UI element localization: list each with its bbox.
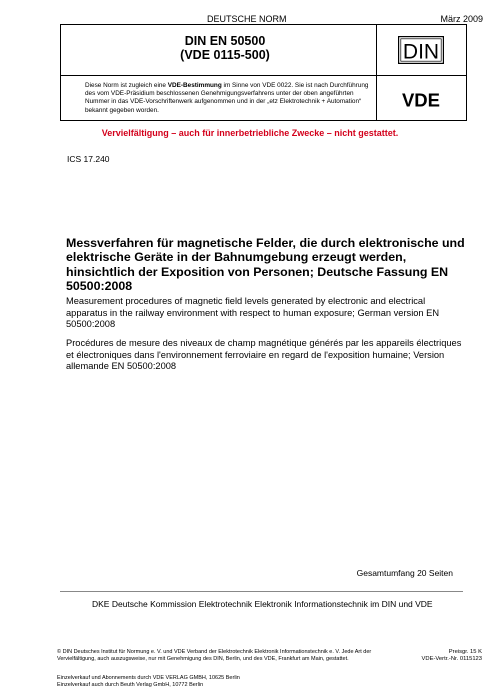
sales-beuth: Einzelverkauf auch durch Beuth Verlag GmbH, 10772 Berlin <box>57 681 204 688</box>
page-count: Gesamtumfang 20 Seiten <box>356 568 453 578</box>
vde-notice-bold: VDE-Bestimmung <box>167 82 222 89</box>
english-title: Measurement procedures of magnetic field levels generated by electronic and electrical apparatus in the railway environment with respect to human exposure; German version EN 50500:2008 <box>66 296 440 329</box>
din-logo-text: DIN <box>402 40 440 64</box>
ics-code: ICS 17.240 <box>67 154 110 164</box>
committee-rule <box>60 591 463 592</box>
din-logo <box>398 36 444 64</box>
header-divider <box>60 75 467 76</box>
standard-number: DIN EN 50500 <box>184 34 266 48</box>
sales-vde: Einzelverkauf und Abonnements durch VDE VERLAG GMBH, 10625 Berlin <box>57 675 240 681</box>
sales-info <box>57 675 387 689</box>
vde-notice-prefix: Diese Norm ist zugleich eine <box>85 82 168 89</box>
vde-logo-text: VDE <box>401 90 441 110</box>
norm-label: DEUTSCHE NORM <box>207 14 287 24</box>
french-title: Procédures de mesure des niveaux de champ magnétique générés par les appareils électriques et électroniques dans l'environnement ferroviaire en regard de l'exposition humaine; Version allemande EN 50500:2008 <box>66 338 462 371</box>
copyright-notice: © DIN Deutsches Institut für Normung e. V. und VDE Verband der Elektrotechnik Elektronik Informationstechnik e. V. Jede Art der Vervielfältigung, auch auszugsweise, nur mit Genehmigung des DIN, Berlin, und des VDE, Frankfurt am Main, gestattet. <box>57 649 372 662</box>
vde-logo <box>388 90 454 110</box>
price-group: Preisgr. 15 K <box>448 649 482 655</box>
price-info <box>422 649 482 663</box>
vde-notice <box>85 82 373 115</box>
reproduction-notice: Vervielfältigung – auch für innerbetriebliche Zwecke – nicht gestattet. <box>101 128 399 138</box>
vde-notice-suffix: im Sinne von VDE 0022. Sie ist nach Durchführung des vom VDE-Präsidium beschlossenen Genehmigungsverfahrens unter der oben angeführten Nummer in das VDE-Vorschriftenwerk aufgenommen und in der „etz Elektrotechnik + Automation“ bekannt gegeben worden. <box>85 82 369 114</box>
publication-date: März 2009 <box>440 14 483 24</box>
german-title: Messverfahren für magnetische Felder, die durch elektronische und elektrische Geräte in der Bahnumgebung erzeugt werden, hinsichtlich der Exposition von Personen; Deutsche Fassung EN 50500:2008 <box>66 236 465 293</box>
committee-name: DKE Deutsche Kommission Elektrotechnik Elektronik Informationstechnik im DIN und VDE <box>92 599 433 609</box>
vde-contract-number: VDE-Vertr.-Nr. 0115123 <box>421 656 482 662</box>
vde-classification: (VDE 0115-500) <box>180 48 270 62</box>
